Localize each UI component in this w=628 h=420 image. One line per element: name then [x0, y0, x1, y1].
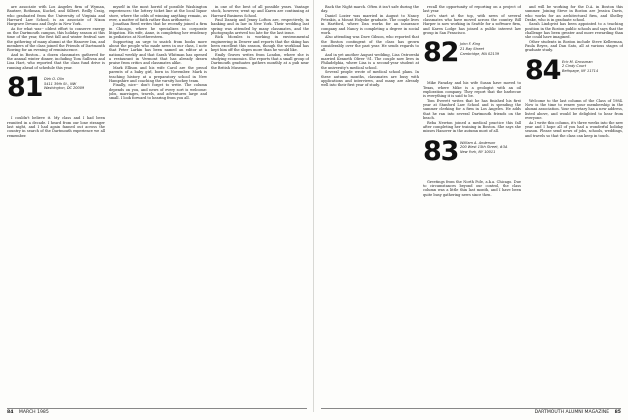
paragraph: Rick Morales is working in environmental engineering in Denver and reports that the skiing has been excellent this season, though the workload has kept him off the slopes more than he would like. — [211, 35, 309, 53]
secretary-street: 21 Bay Street — [460, 47, 485, 51]
secretary-name: John F. King — [460, 42, 481, 47]
paragraph: Emily Graves writes from London, where she is studying economics. She reports that a small group of Dartmouth graduates gathers monthly at a pub near the British Museum. — [211, 52, 309, 70]
column-left-3 — [211, 5, 309, 405]
left-page-footer — [7, 408, 307, 416]
class-year-number: 81 — [7, 72, 43, 104]
paragraph: Also attending was Dave Gibson, who reported that the Boston contingent of the class has grown considerably over the past year. He sends regards to all. — [321, 35, 419, 53]
class-year-number: 84 — [525, 54, 561, 86]
class-secretary-address — [44, 76, 84, 91]
paragraph: myself in the most horrid of possible Washington experiences: the lottery ticket line at the local liquor store, where the odds of winning anything remain, as ever, a matter of faith rather than arithmetic. — [109, 5, 207, 23]
class-block-82 — [423, 37, 521, 75]
paragraph: Tom Everett writes that he has finished his first year at Stanford Law School and is spending the summer clerking for a firm in Los Angeles. He adds that he ran into several Dartmouth friends on the beach. — [423, 98, 521, 121]
paragraph: Mike Faraday and his wife Susan have moved to Texas, where Mike is a geologist with an oil exploration company. They report that the barbecue is everything it is said to be. — [423, 81, 521, 99]
paragraph: Several people wrote of medical school plans. In these autumn months, classmates are busy with applications and interviews, and many are already well into their first year of study. — [321, 70, 419, 88]
class-block-83 — [423, 135, 521, 174]
class-secretary-address — [460, 41, 499, 56]
class-secretary-address — [562, 59, 598, 74]
secretary-name: William A. Anderson — [460, 140, 496, 145]
class-secretary-address — [460, 140, 507, 155]
paragraph: As for what was-- oldest effort to conserve energy on the Dartmouth campus, this holiday season at this time of the year, the first fall and winter festival saw the gathering of many alumni at the Hanover Inn, and members of the class joined the Friends of Dartmouth Rowing for an evening of reminiscence. — [7, 26, 105, 53]
column-left-2 — [109, 5, 207, 405]
paragraph: Welcome to the last column of the Class of 1984. Now is the time to renew your membership in the alumni association. Your secretary has a new address, listed above, and would be delighted to hear from everyone. — [525, 98, 623, 121]
paragraph: are associate with Los Angeles firm of Wyman, Bautzer, Rothman, Kuchel, and Silbert. Reilly Craig, who graduated from the University of Virginia and Harvard Law School, is an associate of Nixon Hargrave Devans and Doyle in New York. — [7, 5, 105, 27]
secretary-street: 200 West 15th Street, #3A — [460, 145, 508, 150]
paragraph: Daniel Lozier was married in August to Nancy Petrakis, a Mount Holyoke graduate. The couple lives in Hartford, where Dan works for an insurance company and Nancy is completing a degree in social work. — [321, 13, 419, 36]
paragraph: As I write this column, it's three weeks into the new year and I hope all of you had a wonderful holiday season. Please send news of jobs, schools, weddings, and travels so that the class can keep in touch. — [525, 120, 623, 138]
column-right-1 — [321, 5, 419, 405]
class-year-number: 83 — [423, 135, 459, 167]
paragraph: And in yet another August wedding, Lisa Ostrowski married Kenneth Oliver '81. The couple now lives in Philadelphia, where Lisa is a second-year student at the university's medical school. — [321, 52, 419, 70]
paragraph: in one of the best of all possible years. Vantage stock, however, went up and Karen are continuing at Harvard Business School. — [211, 5, 309, 18]
secretary-city: New York, NY 10011 — [460, 149, 496, 154]
paragraph: Paul Danzig and Jenny Lofton are, respectively, in banking and in law in New York. Their wedding last spring was attended by many classmates, and the photographs arrived too late for the last issue. — [211, 18, 309, 36]
secretary-city: Cambridge, MA 02139 — [460, 51, 500, 56]
class-block-81 — [7, 72, 105, 110]
secretary-name: Eric M. Grossman — [562, 59, 593, 64]
page-number: 85 — [614, 410, 621, 415]
paragraph: Finally, nice-- don't forget to write. The column depends on you, and news of every sort is welcome: jobs, marriages, travels, and adventures large and small. I look forward to hearing from you all. — [109, 83, 207, 101]
paragraph: Mark Ellison and his wife Carol are the proud parents of a baby girl, born in November. Mark is teaching history at a preparatory school in New Hampshire and coaching the varsity hockey team. — [109, 65, 207, 83]
column-left-1 — [7, 5, 105, 405]
class-block-84 — [525, 54, 623, 93]
class-year-number: 82 — [423, 37, 459, 69]
column-right-2 — [423, 5, 521, 405]
paragraph: Back the Night march. Often it isn't safe during the day. — [321, 5, 419, 14]
secretary-city: Bethpage, NY 11714 — [562, 68, 599, 73]
paragraph: Jonathan Reed writes that he recently joined a firm in Chicago, where he specializes in corporate litigation. His wife, Anne, is completing her residency in pediatrics at Northwestern. — [109, 22, 207, 40]
paragraph: Sarah Lindqvist has been appointed to a teaching position in the Boston public schools and says that the challenge has been greater and more rewarding than she could have imagined. — [525, 22, 623, 40]
secretary-street: 2 Cindy Court — [562, 64, 586, 69]
paragraph: and will be working for the D.A. in Boston this summer. Joining Steve in Boston are Jessica Davis, who works for an architectural firm, and Shelley Drake, who is in graduate school. — [525, 5, 623, 23]
right-page-footer — [321, 408, 621, 416]
paragraph: Reba Newton joined a medical practice this fall after completing her training in Boston. She says she misses Hanover in the autumn most of all. — [423, 120, 521, 134]
column-right-3 — [525, 5, 623, 405]
paragraph: Greetings from the North Pole, a.k.a. Chicago. Due to circumstances beyond our control, the class column was a little thin last month, and I have been quite busy gathering news since then. — [423, 179, 521, 197]
paragraph: I couldn't believe it. My class and I had been reunited in a decade. I heard from our lone stranger last night, and I had again fanned out across the country in search of the Dartmouth experience we all remember. — [7, 116, 105, 138]
right-page — [314, 0, 628, 420]
issue-date: MARCH 1985 — [18, 410, 49, 415]
secretary-city: Washington, DC 20009 — [44, 86, 85, 91]
magazine-title: DARTMOUTH ALUMNI MAGAZINE — [534, 410, 610, 415]
page-number: 84 — [7, 410, 14, 415]
paragraph: recall the opportunity of reporting on a project of last year. — [423, 5, 521, 14]
paragraph: Supporting an urge to snatch from books more about the people who made news in our class, I note that Peter Larkin has been named an editor at a national weekly and that Sarah Whitman has opened a restaurant in Vermont that has already drawn praise from critics and classmates alike. — [109, 39, 207, 66]
paragraph: And in Boston... a dozen classmates gathered for the annual winter dinner, including Tom Sullivan and Lisa Hart, who reported that the class fund drive is running ahead of schedule this year. — [7, 52, 105, 70]
secretary-street: 5411 39th St., NW — [44, 81, 77, 86]
secretary-name: Dirk O. Olin — [44, 77, 65, 82]
paragraph: Let's start at the top, with news of several classmates who have moved across the country. Bill Harper is now working in Seattle for a software firm, and Karen Lodge has joined a public interest law group in San Francisco. — [423, 13, 521, 36]
paragraph: Other students in Boston include Steve Kellerman, Paula Reyes, and Dan Sato, all at various stages of graduate study. — [525, 39, 623, 53]
